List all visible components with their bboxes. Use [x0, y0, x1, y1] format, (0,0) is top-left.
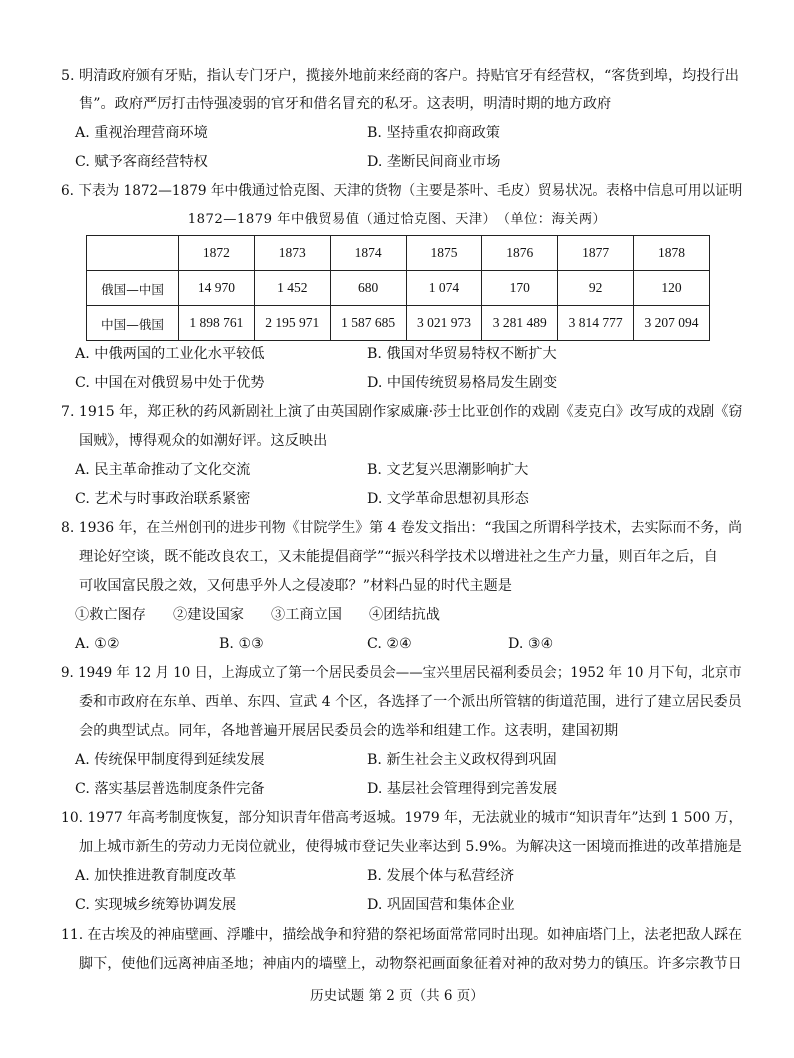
table-row [87, 271, 710, 306]
year-header: 1873 [254, 236, 330, 271]
option-c: C. 中国在对俄贸易中处于优势 [75, 375, 265, 391]
choice-item: ④团结抗战 [369, 607, 440, 623]
option-a: A. 加快推进教育制度改革 [75, 868, 237, 884]
option-c: C. ②④ [367, 636, 412, 652]
table-cell: 1 452 [254, 271, 330, 306]
table-cell: 1 074 [406, 271, 482, 306]
option-c: C. 赋予客商经营特权 [75, 154, 208, 170]
table-cell: 92 [558, 271, 634, 306]
table-caption: 1872—1879 年中俄贸易值（通过恰克图、天津） （单位：海关两） [187, 212, 607, 227]
question-stem-line: 9. 1949 年 12 月 10 日，上海成立了第一个居民委员会——宝兴里居民福利委员会；1952 年 10 月下旬，北京市 [61, 665, 742, 681]
option-c: C. 落实基层普选制度条件完备 [75, 781, 265, 797]
trade-table [86, 235, 710, 341]
option-d: D. 中国传统贸易格局发生剧变 [367, 375, 558, 391]
question-stem-line: 委和市政府在东单、西单、东四、宣武 4 个区，各选择了一个派出所管辖的街道范围，进行了建立居民委员 [79, 694, 742, 710]
table-cell: 1 587 685 [330, 306, 406, 341]
choice-item: ①救亡图存 [75, 607, 146, 623]
option-d: D. 基层社会管理得到完善发展 [367, 781, 558, 797]
choice-item: ②建设国家 [173, 607, 244, 623]
choice-item: ③工商立国 [271, 607, 342, 623]
table-cell: 680 [330, 271, 406, 306]
question-stem-line: 加上城市新生的劳动力无岗位就业，使得城市登记失业率达到 5.9%。为解决这一困境而推进的改革措施是 [79, 839, 742, 855]
year-header: 1875 [406, 236, 482, 271]
option-a: A. 传统保甲制度得到延续发展 [75, 752, 265, 768]
question-stem-line: 可收国富民殷之效，又何患乎外人之侵凌耶？”材料凸显的时代主题是 [79, 578, 512, 594]
year-header: 1872 [179, 236, 255, 271]
question-stem-line: 10. 1977 年高考制度恢复，部分知识青年借高考返城。1979 年，无法就业的城市“知识青年”达到 1 500 万， [61, 810, 743, 826]
option-b: B. 坚持重农抑商政策 [367, 125, 500, 141]
option-a: A. 民主革命推动了文化交流 [75, 462, 251, 478]
table-cell: 120 [634, 271, 710, 306]
option-d: D. ③④ [508, 636, 554, 652]
option-b: B. 俄国对华贸易特权不断扩大 [367, 346, 557, 362]
question-stem-line: 售”。政府严厉打击恃强凌弱的官牙和借名冒充的私牙。这表明，明清时期的地方政府 [79, 96, 612, 112]
option-b: B. 新生社会主义政权得到巩固 [367, 752, 557, 768]
option-d: D. 垄断民间商业市场 [367, 154, 501, 170]
table-row [87, 306, 710, 341]
year-header: 1877 [558, 236, 634, 271]
question-stem-line: 5. 明清政府颁有牙贴，指认专门牙户，揽接外地前来经商的客户。持贴官牙有经营权，“客货到埠，均投行出 [61, 68, 739, 84]
table-cell: 3 814 777 [558, 306, 634, 341]
table-cell: 1 898 761 [179, 306, 255, 341]
year-header: 1876 [482, 236, 558, 271]
option-d: D. 巩固国营和集体企业 [367, 897, 515, 913]
option-c: C. 实现城乡统筹协调发展 [75, 897, 237, 913]
question-stem-line: 11. 在古埃及的神庙壁画、浮雕中，描绘战争和狩猎的祭祀场面常常同时出现。如神庙塔门上，法老把敌人踩在 [61, 927, 742, 943]
option-d: D. 文学革命思想初具形态 [367, 491, 529, 507]
question-stem-line: 8. 1936 年，在兰州创刊的进步刊物《甘院学生》第 4 卷发文指出：“我国之所谓科学技术，去实际而不务，尚 [61, 520, 743, 536]
table-cell: 3 207 094 [634, 306, 710, 341]
table-cell: 170 [482, 271, 558, 306]
table-cell: 14 970 [179, 271, 255, 306]
table-cell: 3 021 973 [406, 306, 482, 341]
year-header: 1878 [634, 236, 710, 271]
option-b: B. 发展个体与私营经济 [367, 868, 515, 884]
question-stem-line: 7. 1915 年，郑正秋的药风新剧社上演了由英国剧作家威廉·莎士比亚创作的戏剧《麦克白》改写成的戏剧《窃 [61, 404, 743, 420]
question-stem-line: 理论好空谈，既不能改良农工，又未能提倡商学”“振兴科学技术以增进社之生产力量，则百年之后，自 [79, 549, 718, 565]
question-stem-line: 国贼》，博得观众的如潮好评。这反映出 [79, 433, 328, 449]
row-header: 俄国—中国 [87, 271, 179, 306]
option-a: A. 重视治理营商环境 [75, 125, 208, 141]
option-a: A. 中俄两国的工业化水平较低 [75, 346, 265, 362]
option-c: C. 艺术与时事政治联系紧密 [75, 491, 251, 507]
table-cell: 3 281 489 [482, 306, 558, 341]
row-header: 中国—俄国 [87, 306, 179, 341]
year-header: 1874 [330, 236, 406, 271]
table-corner-cell [87, 236, 179, 271]
table-header-row [87, 236, 710, 271]
option-b: B. 文艺复兴思潮影响扩大 [367, 462, 529, 478]
table-cell: 2 195 971 [254, 306, 330, 341]
option-b: B. ①③ [219, 636, 264, 652]
question-stem-line: 会的典型试点。同年，各地普遍开展居民委员会的选举和组建工作。这表明，建国初期 [79, 723, 619, 739]
question-stem-line: 脚下，使他们远离神庙圣地；神庙内的墙壁上，动物祭祀画面象征着对神的敌对势力的镇压。许多宗教节日 [79, 956, 742, 972]
page-footer: 历史试题 第 2 页（共 6 页） [310, 988, 484, 1004]
question-stem-line: 6. 下表为 1872—1879 年中俄通过恰克图、天津的货物（主要是茶叶、毛皮）贸易状况。表格中信息可用以证明 [61, 183, 743, 199]
option-a: A. ①② [75, 636, 120, 652]
